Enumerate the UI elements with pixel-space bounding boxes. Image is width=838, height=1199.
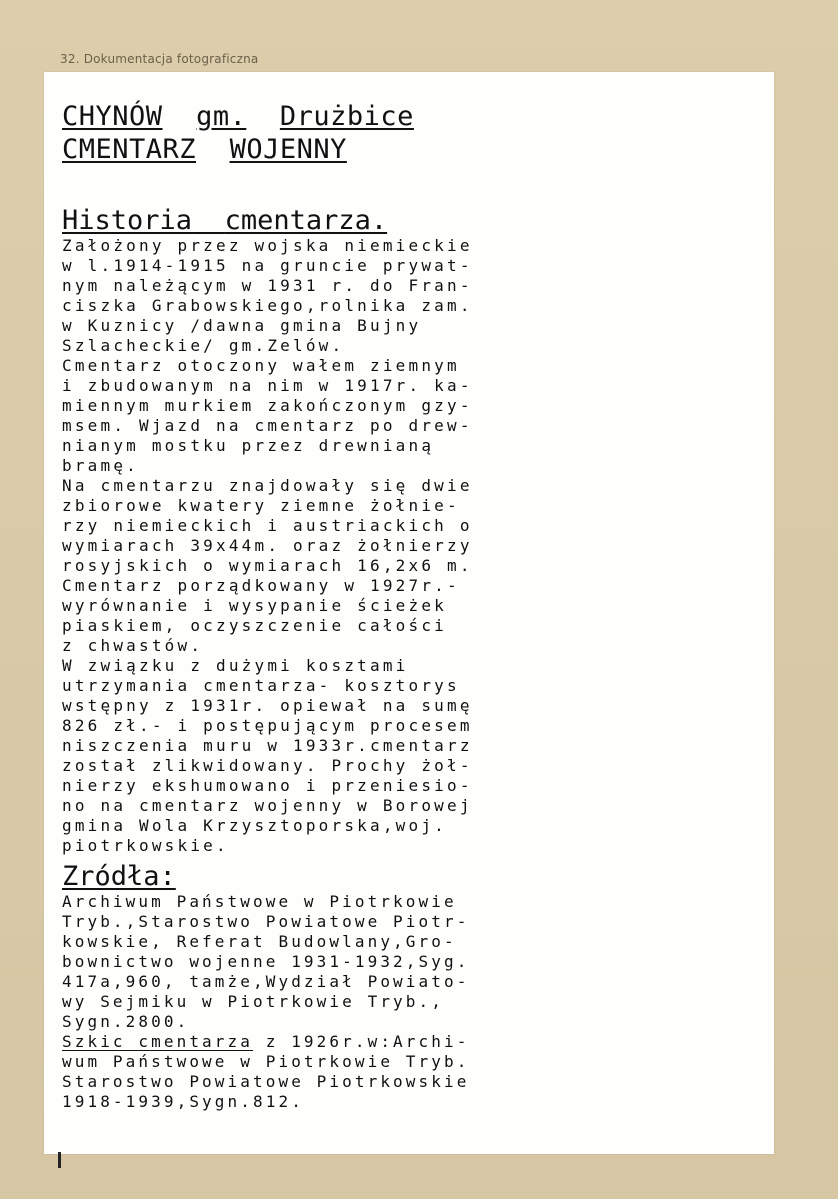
title-gm: gm.: [196, 101, 247, 132]
history-line: Na cmentarzu znajdowały się dwie: [62, 476, 473, 495]
title-line-1: [62, 100, 752, 133]
sources-line: bownictwo wojenne 1931-1932,Syg.: [62, 952, 470, 971]
history-line: został zlikwidowany. Prochy żoł-: [62, 756, 473, 775]
sketch-line: wum Państwowe w Piotrkowie Tryb.: [62, 1052, 470, 1071]
history-line: nianym mostku przez drewnianą: [62, 436, 435, 455]
title-commune: Drużbice: [279, 101, 414, 132]
history-heading-word1: Historia: [62, 205, 193, 236]
history-line: i zbudowanym na nim w 1917r. ka-: [62, 376, 473, 395]
history-line: W związku z dużymi kosztami: [62, 656, 409, 675]
sketch-rest: z 1926r.w:Archi-: [253, 1032, 470, 1051]
sketch-label: Szkic cmentarza: [62, 1032, 253, 1051]
page-header-caption: 32. Dokumentacja fotograficzna: [60, 52, 259, 66]
history-line: nym należącym w 1931 r. do Fran-: [62, 276, 473, 295]
history-line: utrzymania cmentarza- kosztorys: [62, 676, 460, 695]
history-line: rosyjskich o wymiarach 16,2x6 m.: [62, 556, 473, 575]
document-content: [62, 100, 752, 1112]
sources-section: [62, 862, 752, 1112]
history-line: wstępny z 1931r. opiewał na sumę: [62, 696, 473, 715]
history-line: ciszka Grabowskiego,rolnika zam.: [62, 296, 473, 315]
history-line: Cmentarz otoczony wałem ziemnym: [62, 356, 460, 375]
history-line: piotrkowskie.: [62, 836, 229, 855]
history-line: bramę.: [62, 456, 139, 475]
sources-heading: Zródła:: [62, 861, 176, 892]
title-cemetery: CMENTARZ: [62, 134, 197, 165]
sources-line: Archiwum Państwowe w Piotrkowie: [62, 892, 457, 911]
history-line: wymiarach 39x44m. oraz żołnierzy: [62, 536, 473, 555]
history-line: Cmentarz porządkowany w 1927r.-: [62, 576, 460, 595]
history-heading-word2: cmentarza.: [224, 205, 388, 236]
history-line: nierzy ekshumowano i przeniesio-: [62, 776, 473, 795]
title-line-2: [62, 133, 752, 166]
history-line: Szlacheckie/ gm.Zelów.: [62, 336, 345, 355]
title-war: WOJENNY: [229, 134, 347, 165]
sources-line: 417a,960, tamże,Wydział Powiato-: [62, 972, 470, 991]
sources-line: kowskie, Referat Budowlany,Gro-: [62, 932, 457, 951]
history-line: z chwastów.: [62, 636, 204, 655]
history-line: zbiorowe kwatery ziemne żołnie-: [62, 496, 460, 515]
history-line: piaskiem, oczyszczenie całości: [62, 616, 447, 635]
margin-mark: [58, 1152, 61, 1168]
sketch-line: Starostwo Powiatowe Piotrkowskie: [62, 1072, 470, 1091]
sketch-line: [62, 1032, 752, 1052]
history-line: niszczenia muru w 1933r.cmentarz: [62, 736, 473, 755]
history-line: Założony przez wojska niemieckie: [62, 236, 473, 255]
history-line: 826 zł.- i postępującym procesem: [62, 716, 473, 735]
sources-line: Tryb.,Starostwo Powiatowe Piotr-: [62, 912, 470, 931]
history-line: miennym murkiem zakończonym gzy-: [62, 396, 473, 415]
history-text: [62, 236, 752, 856]
history-line: wyrównanie i wysypanie ścieżek: [62, 596, 447, 615]
history-line: rzy niemieckich i austriackich o: [62, 516, 473, 535]
title-place: CHYNÓW: [62, 101, 163, 132]
history-line: no na cmentarz wojenny w Borowej: [62, 796, 473, 815]
sources-line: wy Sejmiku w Piotrkowie Tryb.,: [62, 992, 444, 1011]
history-line: gmina Wola Krzysztoporska,woj.: [62, 816, 447, 835]
sketch-line: 1918-1939,Sygn.812.: [62, 1092, 304, 1111]
document-title: [62, 100, 752, 166]
history-heading: [62, 206, 752, 236]
history-line: w l.1914-1915 na gruncie prywat-: [62, 256, 473, 275]
sources-line: Sygn.2800.: [62, 1012, 190, 1031]
history-line: w Kuznicy /dawna gmina Bujny: [62, 316, 422, 335]
history-line: msem. Wjazd na cmentarz po drew-: [62, 416, 473, 435]
